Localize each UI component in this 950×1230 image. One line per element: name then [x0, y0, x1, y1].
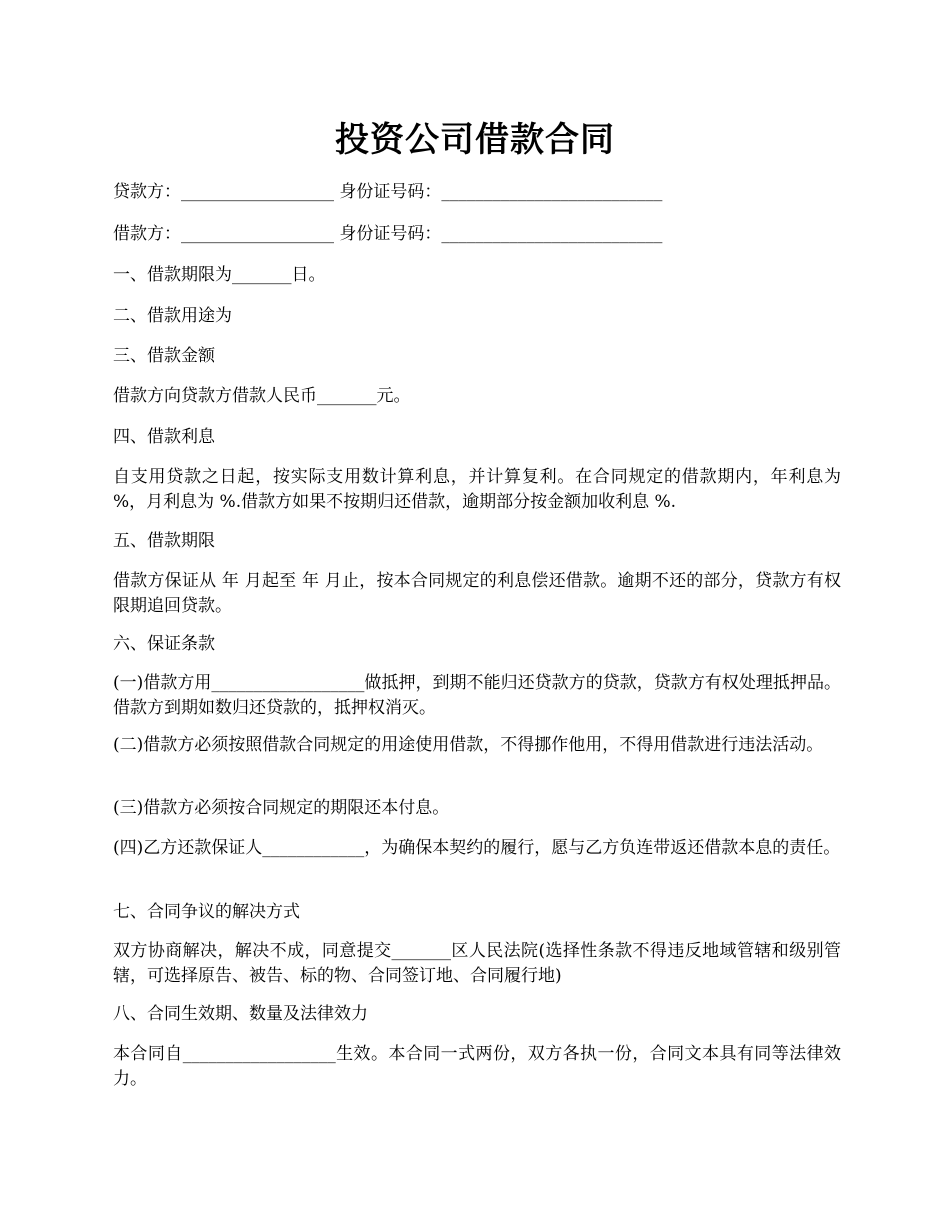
section-5-body: 借款方保证从 年 月起至 年 月止，按本合同规定的利息偿还借款。逾期不还的部分，贷款方有权限期追回贷款。 [113, 571, 841, 616]
section-7-body: 双方协商解决，解决不成，同意提交_______区人民法院(选择性条款不得违反地域管辖和级别管辖，可选择原告、被告、标的物、合同签订地、合同履行地) [113, 941, 841, 986]
section-6-item-3: (三)借款方必须按合同规定的期限还本付息。 [113, 798, 450, 818]
borrower-id-blank: __________________________ [441, 224, 663, 244]
lender-line [113, 180, 841, 205]
borrower-label: 借款方： [113, 224, 181, 244]
section-2-loan-purpose: 二、借款用途为 [113, 306, 232, 326]
lender-name-blank: __________________ [181, 182, 334, 202]
section-3-heading: 三、借款金额 [113, 346, 215, 366]
borrower-name-blank: __________________ [181, 224, 334, 244]
section-1-loan-term: 一、借款期限为_______日。 [113, 265, 326, 285]
section-5-heading: 五、借款期限 [113, 531, 215, 551]
lender-label: 贷款方： [113, 182, 181, 202]
section-3-body: 借款方向贷款方借款人民币_______元。 [113, 386, 411, 406]
section-8-heading: 八、合同生效期、数量及法律效力 [113, 1004, 368, 1024]
section-7-heading: 七、合同争议的解决方式 [113, 902, 300, 922]
document-title: 投资公司借款合同 [335, 120, 615, 160]
lender-id-label: 身份证号码： [334, 182, 442, 202]
lender-id-blank: __________________________ [441, 182, 663, 202]
section-4-heading: 四、借款利息 [113, 427, 215, 447]
section-4-body: 自支用贷款之日起，按实际支用数计算利息，并计算复利。在合同规定的借款期内，年利息为 %，月利息为 %.借款方如果不按期归还借款，逾期部分按金额加收利息 %. [113, 467, 841, 512]
section-8-body: 本合同自__________________生效。本合同一式两份，双方各执一份，合同文本具有同等法律效力。 [113, 1044, 841, 1089]
borrower-line [113, 222, 841, 247]
borrower-id-label: 身份证号码： [334, 224, 442, 244]
section-6-item-1: (一)借款方用__________________做抵押，到期不能归还贷款方的贷款，贷款方有权处理抵押品。借款方到期如数归还贷款的，抵押权消灭。 [113, 673, 841, 718]
section-6-item-2: (二)借款方必须按照借款合同规定的用途使用借款，不得挪作他用，不得用借款进行违法活动。 [113, 735, 824, 755]
section-6-heading: 六、保证条款 [113, 634, 215, 654]
section-6-item-4: (四)乙方还款保证人____________，为确保本契约的履行，愿与乙方负连带返还借款本息的责任。 [113, 838, 841, 858]
